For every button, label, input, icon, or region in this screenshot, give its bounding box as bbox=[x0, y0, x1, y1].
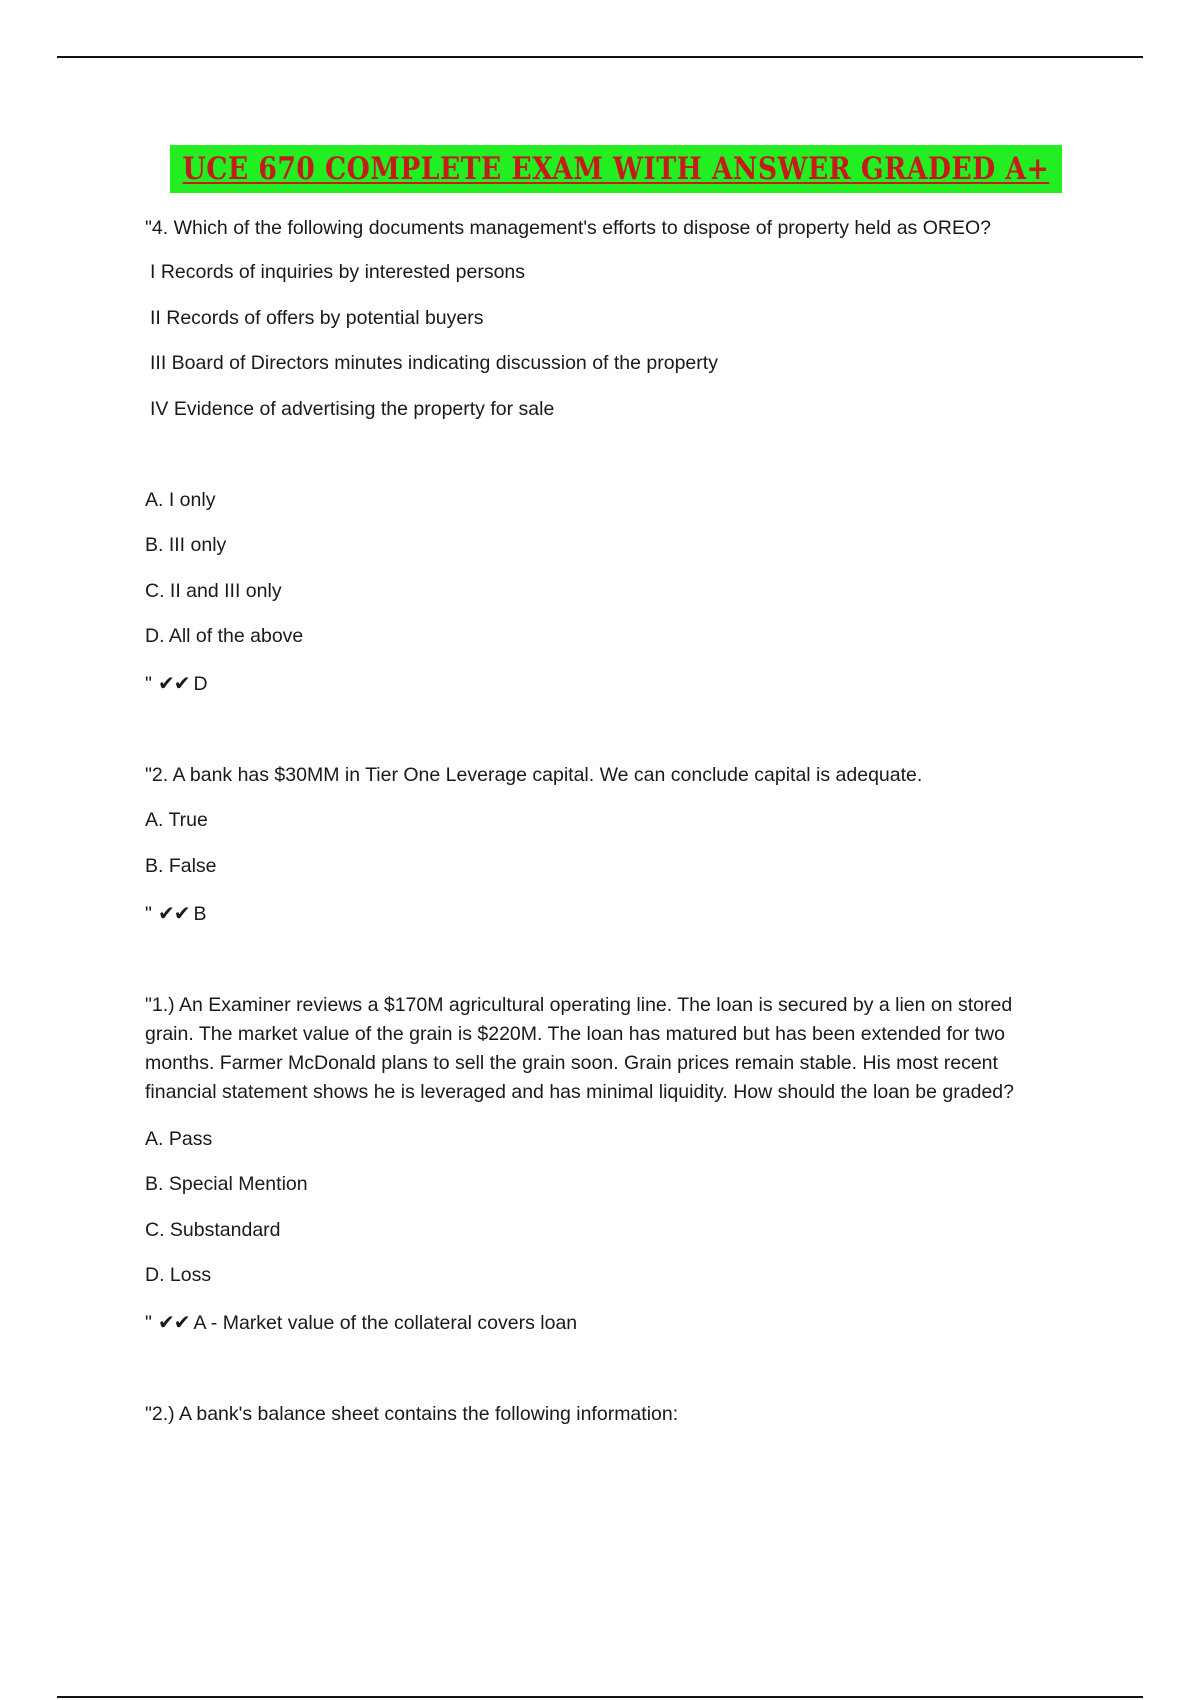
question-4-text: "4. Which of the following documents management's efforts to dispose of property held as OREO? bbox=[145, 217, 991, 239]
q1-answer-value: A - Market value of the collateral covers loan bbox=[193, 1312, 578, 1334]
double-check-icon: ✔✔ bbox=[157, 673, 190, 695]
q4-answer-quote: " bbox=[145, 673, 152, 695]
question-2-text: "2. A bank has $30MM in Tier One Leverage capital. We can conclude capital is adequate. bbox=[145, 764, 923, 786]
q1-option-d: D. Loss bbox=[145, 1264, 212, 1286]
question-1-text: "1.) An Examiner reviews a $170M agricultural operating line. The loan is secured by a lien on stored grain. The market value of the grain is $220M. The loan has matured but has been extended for two months. Farmer McDonald plans to sell the grain soon. Grain prices remain stable. His most recent financial statement shows he is leveraged and has minimal liquidity. How should the loan be graded? bbox=[145, 994, 1014, 1103]
header-rule bbox=[57, 56, 1143, 58]
q4-item-1: I Records of inquiries by interested persons bbox=[150, 261, 526, 283]
q1-option-b: B. Special Mention bbox=[145, 1173, 308, 1195]
title-banner bbox=[170, 145, 1062, 193]
q4-answer bbox=[145, 670, 208, 698]
q2-answer bbox=[145, 900, 206, 928]
q4-item-3: III Board of Directors minutes indicating discussion of the property bbox=[150, 352, 718, 374]
q4-item-2: II Records of offers by potential buyers bbox=[150, 307, 484, 329]
q1-answer-quote: " bbox=[145, 1312, 152, 1334]
double-check-icon: ✔✔ bbox=[157, 903, 190, 925]
q4-option-c: C. II and III only bbox=[145, 580, 282, 602]
q2-answer-quote: " bbox=[145, 903, 152, 925]
double-check-icon: ✔✔ bbox=[157, 1312, 190, 1334]
q4-answer-value: D bbox=[193, 673, 208, 695]
q2-option-a: A. True bbox=[145, 809, 208, 831]
q4-option-b: B. III only bbox=[145, 534, 227, 556]
q1-option-c: C. Substandard bbox=[145, 1219, 281, 1241]
q1-answer bbox=[145, 1309, 577, 1337]
q4-option-d: D. All of the above bbox=[145, 625, 304, 647]
document-title: UCE 670 COMPLETE EXAM WITH ANSWER GRADED A+ bbox=[182, 151, 1050, 187]
q4-option-a: A. I only bbox=[145, 489, 216, 511]
q2-answer-value: B bbox=[193, 903, 207, 925]
q4-item-4: IV Evidence of advertising the property for sale bbox=[150, 398, 555, 420]
footer-rule bbox=[57, 1696, 1143, 1698]
q2-option-b: B. False bbox=[145, 855, 217, 877]
question-2b-text: "2.) A bank's balance sheet contains the following information: bbox=[145, 1403, 679, 1425]
q1-option-a: A. Pass bbox=[145, 1128, 213, 1150]
